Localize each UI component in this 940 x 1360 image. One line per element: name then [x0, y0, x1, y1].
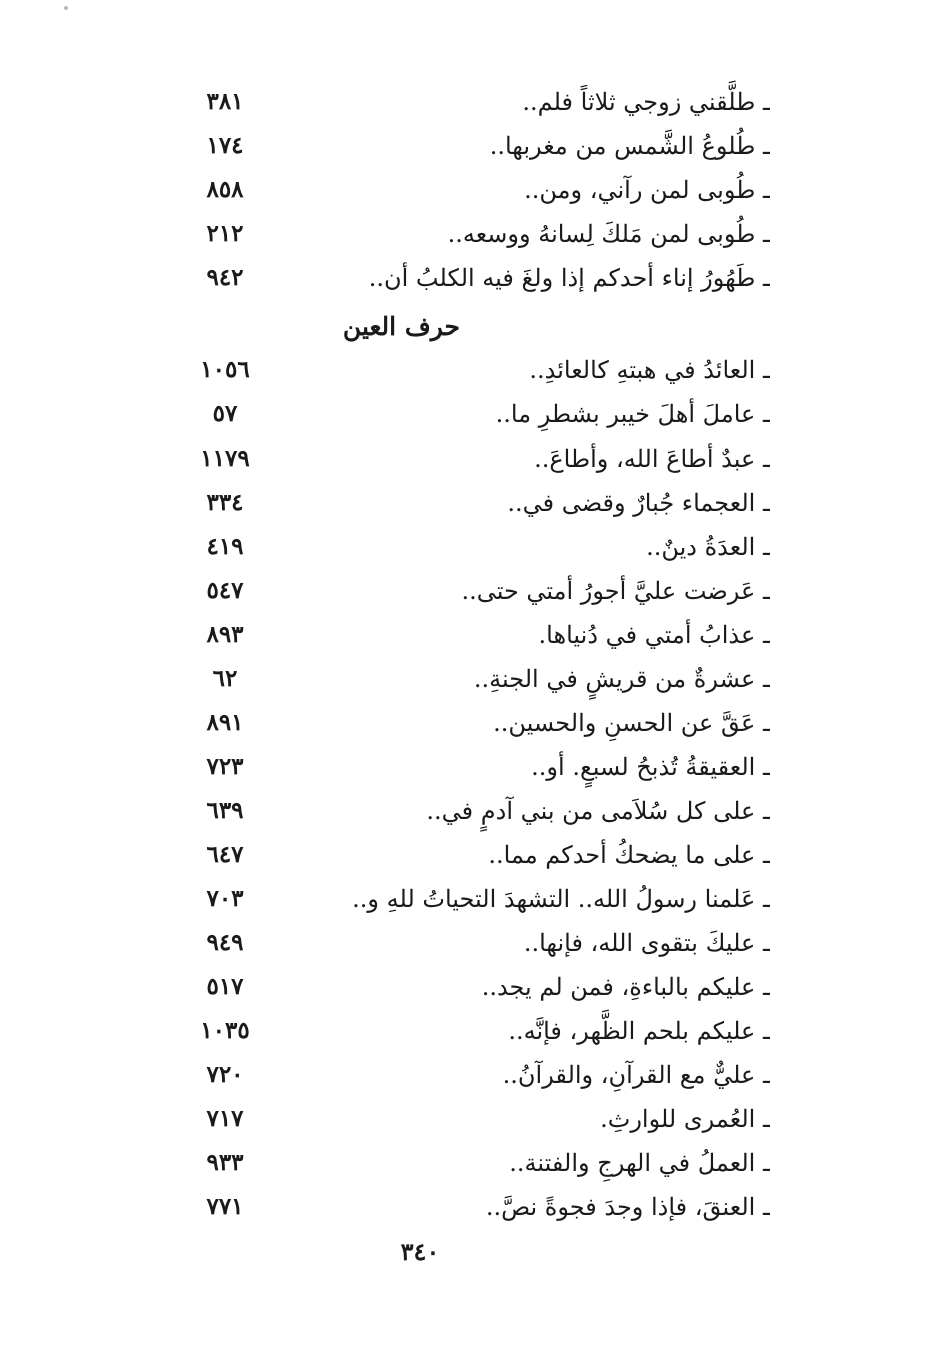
- page-reference: ٤١٩: [206, 533, 244, 560]
- list-item: [170, 877, 770, 921]
- hadith-incipit: ـ طُلوعُ الشَّمس من مغربها..: [489, 132, 770, 160]
- hadith-incipit: ـ العقيقةُ تُذبحُ لسبعٍ. أو..: [531, 753, 770, 781]
- list-item: [170, 1141, 770, 1185]
- list-item: [170, 965, 770, 1009]
- hadith-incipit: ـ العملُ في الهرجِ والفتنة..: [509, 1149, 770, 1177]
- page-reference: ٩٤٩: [206, 929, 244, 956]
- page-reference: ٧٧١: [206, 1193, 244, 1220]
- page-reference: ٩٣٣: [206, 1149, 244, 1176]
- hadith-incipit: ـ طلَّقني زوجي ثلاثاً فلم..: [522, 88, 770, 116]
- page-reference: ٩٤٢: [206, 264, 244, 291]
- list-item: [170, 392, 770, 436]
- page-reference: ٦٤٧: [206, 841, 244, 868]
- list-item: [170, 1009, 770, 1053]
- list-item: [170, 1053, 770, 1097]
- page-reference: ٧١٧: [206, 1105, 244, 1132]
- hadith-incipit: ـ عشرةٌ من قريشٍ في الجنةِ..: [473, 665, 770, 693]
- page-reference: ٥١٧: [206, 973, 244, 1000]
- hadith-incipit: ـ عَلمنا رسولُ الله.. التشهدَ التحياتُ للهِ و..: [352, 885, 770, 913]
- list-item: [170, 124, 770, 168]
- hadith-incipit: ـ العدَةُ دينٌ..: [646, 533, 770, 561]
- list-item: [170, 569, 770, 613]
- page-number: ٣٤٠: [400, 1237, 440, 1266]
- hadith-incipit: ـ عليكَ بتقوى الله، فإنها..: [523, 929, 770, 957]
- page-reference: ٦٣٩: [206, 797, 244, 824]
- hadith-incipit: ـ عليكم بلحم الظَّهر، فإنَّه..: [508, 1017, 770, 1045]
- list-item: [170, 833, 770, 877]
- hadith-incipit: ـ عذابُ أمتي في دُنياها.: [538, 621, 770, 649]
- page-reference: ٥٧: [212, 400, 238, 427]
- hadith-incipit: ـ طُوبى لمن مَلكَ لِسانهُ ووسعه..: [447, 220, 770, 248]
- list-item: [170, 525, 770, 569]
- hadith-incipit: ـ العنقَ، فإذا وجدَ فجوةً نصَّ..: [485, 1193, 770, 1221]
- list-item: [170, 1097, 770, 1141]
- page-reference: ٧٠٣: [206, 885, 244, 912]
- list-item: [170, 789, 770, 833]
- page-reference: ٧٢٠: [206, 1061, 244, 1088]
- list-item: [170, 437, 770, 481]
- list-item: [170, 1185, 770, 1229]
- hadith-incipit: ـ عبدٌ أطاعَ الله، وأطاعَ..: [534, 445, 770, 473]
- hadith-incipit: ـ عاملَ أهلَ خيبر بشطرِ ما..: [495, 400, 770, 428]
- hadith-incipit: ـ عليكم بالباءةِ، فمن لم يجد..: [481, 973, 770, 1001]
- hadith-incipit: ـ عَرضت عليَّ أجورُ أمتي حتى..: [461, 577, 770, 605]
- list-item: [170, 481, 770, 525]
- list-item: [170, 348, 770, 392]
- list-item: [170, 256, 770, 300]
- section-heading: حرف العين: [342, 312, 460, 341]
- hadith-incipit: ـ العجماء جُبارٌ وقضى في..: [507, 489, 770, 517]
- page-reference: ٧٢٣: [206, 753, 244, 780]
- hadith-incipit: ـ على كل سُلاَمى من بني آدمٍ في..: [426, 797, 770, 825]
- hadith-incipit: ـ عَقَّ عن الحسنِ والحسين..: [493, 709, 770, 737]
- hadith-incipit: ـ طُوبى لمن رآني، ومن..: [524, 176, 770, 204]
- hadith-incipit: ـ العائدُ في هبتهِ كالعائدِ..: [529, 356, 770, 384]
- list-item: [170, 613, 770, 657]
- list-item: [170, 701, 770, 745]
- page-reference: ١١٧٩: [200, 445, 250, 472]
- list-item: [170, 745, 770, 789]
- list-item: [170, 921, 770, 965]
- list-item: [170, 168, 770, 212]
- page-reference: ٦٢: [212, 665, 238, 692]
- page-reference: ١٠٣٥: [200, 1017, 250, 1044]
- page-reference: ١٧٤: [206, 132, 244, 159]
- hadith-incipit: ـ على ما يضحكُ أحدكم مما..: [488, 841, 770, 869]
- hadith-incipit: ـ العُمرى للوارثِ.: [600, 1105, 770, 1133]
- page-reference: ٣٨١: [206, 88, 244, 115]
- page-reference: ٨٥٨: [206, 176, 244, 203]
- hadith-incipit: ـ عليٌّ مع القرآنِ، والقرآنُ..: [502, 1061, 770, 1089]
- hadith-incipit: ـ طَهُورُ إناء أحدكم إذا ولغَ فيه الكلبُ أن..: [368, 264, 770, 292]
- page-reference: ٢١٢: [206, 220, 244, 247]
- page-reference: ٥٤٧: [206, 577, 244, 604]
- page-reference: ٣٣٤: [206, 489, 244, 516]
- list-item: [170, 80, 770, 124]
- page-reference: ١٠٥٦: [200, 356, 250, 383]
- list-item: [170, 212, 770, 256]
- list-item: [170, 657, 770, 701]
- page-reference: ٨٩١: [206, 709, 244, 736]
- page-reference: ٨٩٣: [206, 621, 244, 648]
